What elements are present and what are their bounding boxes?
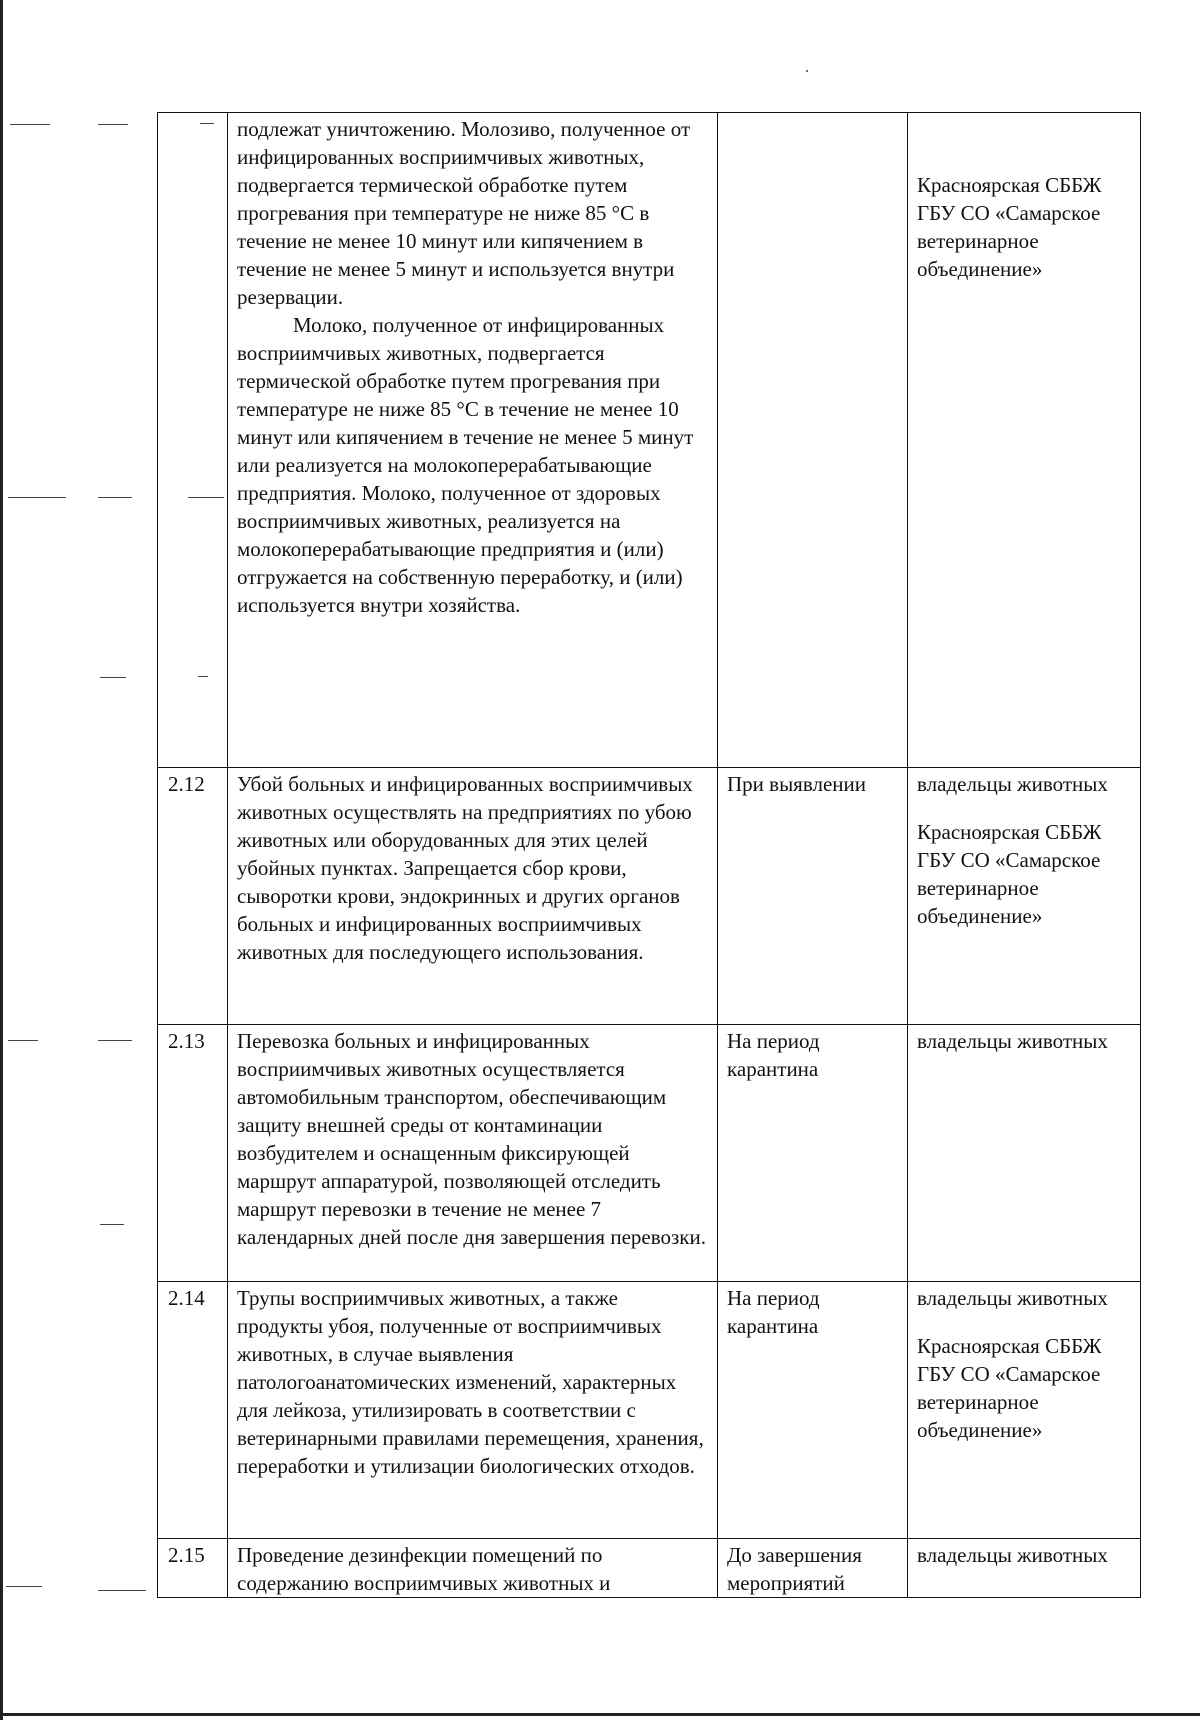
responsible-cell xyxy=(908,1282,1141,1539)
responsible-cell xyxy=(908,113,1141,768)
responsible-line: Красноярская СББЖ ГБУ СО «Самарское ветеринарное объединение» xyxy=(917,173,1102,281)
measure-paragraph: Трупы восприимчивых животных, а также продукты убоя, полученные от восприимчивых животных, в случае выявления патологоанатомических изменений, характерных для лейкоза, утилизировать в соответствии с ветеринарными правилами перемещения, хранения, переработки и утилизации биологических отходов. xyxy=(237,1286,704,1478)
scan-dot xyxy=(806,70,808,72)
measure-paragraph: подлежат уничтожению. Молозиво, полученное от инфицированных восприимчивых животных, подвергается термической обработке путем прогревания при температуре не ниже 85 °С в течение не менее 10 минут или кипячением в течение не менее 5 минут и используется внутри резервации. xyxy=(237,117,691,309)
scan-speck xyxy=(100,1224,124,1225)
scan-speck xyxy=(98,1590,146,1591)
scan-bottom-edge xyxy=(0,1713,1200,1716)
responsible-cell xyxy=(908,768,1141,1025)
scan-speck xyxy=(98,1040,132,1041)
term-cell: На период карантина xyxy=(718,1282,908,1539)
measure-paragraph: Перевозка больных и инфицированных восприимчивых животных осуществляется автомобильным транспортом, обеспечивающим защиту внешней среды от контаминации возбудителем и оснащенным фиксирующей маршрут аппаратурой, позволяющей отследить маршрут перевозки в течение не менее 7 календарных дней после дня завершения перевозки. xyxy=(237,1029,706,1249)
term-cell: При выявлении xyxy=(718,768,908,1025)
measure-cell xyxy=(228,1025,718,1282)
scan-speck xyxy=(10,124,50,125)
measure-paragraph: Молоко, полученное от инфицированных восприимчивых животных, подвергается термической обработке путем прогревания при температуре не ниже 85 °С в течение не менее 10 минут или кипячением в течение не менее 5 минут или реализуется на молокоперерабатывающие предприятия. Молоко, полученное от здоровых восприимчивых животных, реализуется на молокоперерабатывающие предприятия и (или) отгружается на собственную переработку, и (или) используется внутри хозяйства. xyxy=(237,313,694,617)
term-cell: До завершения мероприятий xyxy=(718,1539,908,1598)
measure-paragraph: Убой больных и инфицированных восприимчивых животных осуществлять на предприятиях по убою животных или оборудованных для этих целей убойных пунктах. Запрещается сбор крови, сыворотки крови, эндокринных и других органов больных и инфицированных восприимчивых животных для последующего использования. xyxy=(237,772,693,964)
responsible-cell xyxy=(908,1025,1141,1282)
scan-speck xyxy=(100,677,126,678)
scan-speck xyxy=(98,124,128,125)
responsible-line: Красноярская СББЖ ГБУ СО «Самарское ветеринарное объединение» xyxy=(917,1334,1102,1442)
responsible-line: владельцы животных xyxy=(917,772,1108,796)
measure-paragraph: Проведение дезинфекции помещений по содержанию восприимчивых животных и xyxy=(237,1543,611,1595)
term-cell xyxy=(718,113,908,768)
row-number: 2.12 xyxy=(158,768,228,1025)
term-cell: На период карантина xyxy=(718,1025,908,1282)
scan-speck xyxy=(8,1040,38,1041)
table-row xyxy=(158,1539,1141,1598)
scan-left-edge xyxy=(0,0,3,1720)
table-row xyxy=(158,113,1141,768)
table-row xyxy=(158,1282,1141,1539)
measure-cell xyxy=(228,768,718,1025)
cell-spacer xyxy=(917,798,1132,818)
measure-cell xyxy=(228,1282,718,1539)
measure-cell xyxy=(228,113,718,768)
scan-speck xyxy=(6,1586,42,1587)
row-number xyxy=(158,113,228,768)
responsible-line: владельцы животных xyxy=(917,1543,1108,1567)
row-number: 2.14 xyxy=(158,1282,228,1539)
cell-spacer xyxy=(917,1312,1132,1332)
responsible-line: владельцы животных xyxy=(917,1286,1108,1310)
scan-speck xyxy=(8,497,66,498)
table-row xyxy=(158,1025,1141,1282)
row-number: 2.13 xyxy=(158,1025,228,1282)
responsible-line: владельцы животных xyxy=(917,1029,1108,1053)
measure-cell xyxy=(228,1539,718,1598)
measures-table xyxy=(157,112,1141,1598)
table-row xyxy=(158,768,1141,1025)
row-number: 2.15 xyxy=(158,1539,228,1598)
scan-speck xyxy=(98,497,132,498)
responsible-cell xyxy=(908,1539,1141,1598)
cell-spacer xyxy=(917,115,1132,171)
responsible-line: Красноярская СББЖ ГБУ СО «Самарское ветеринарное объединение» xyxy=(917,820,1102,928)
